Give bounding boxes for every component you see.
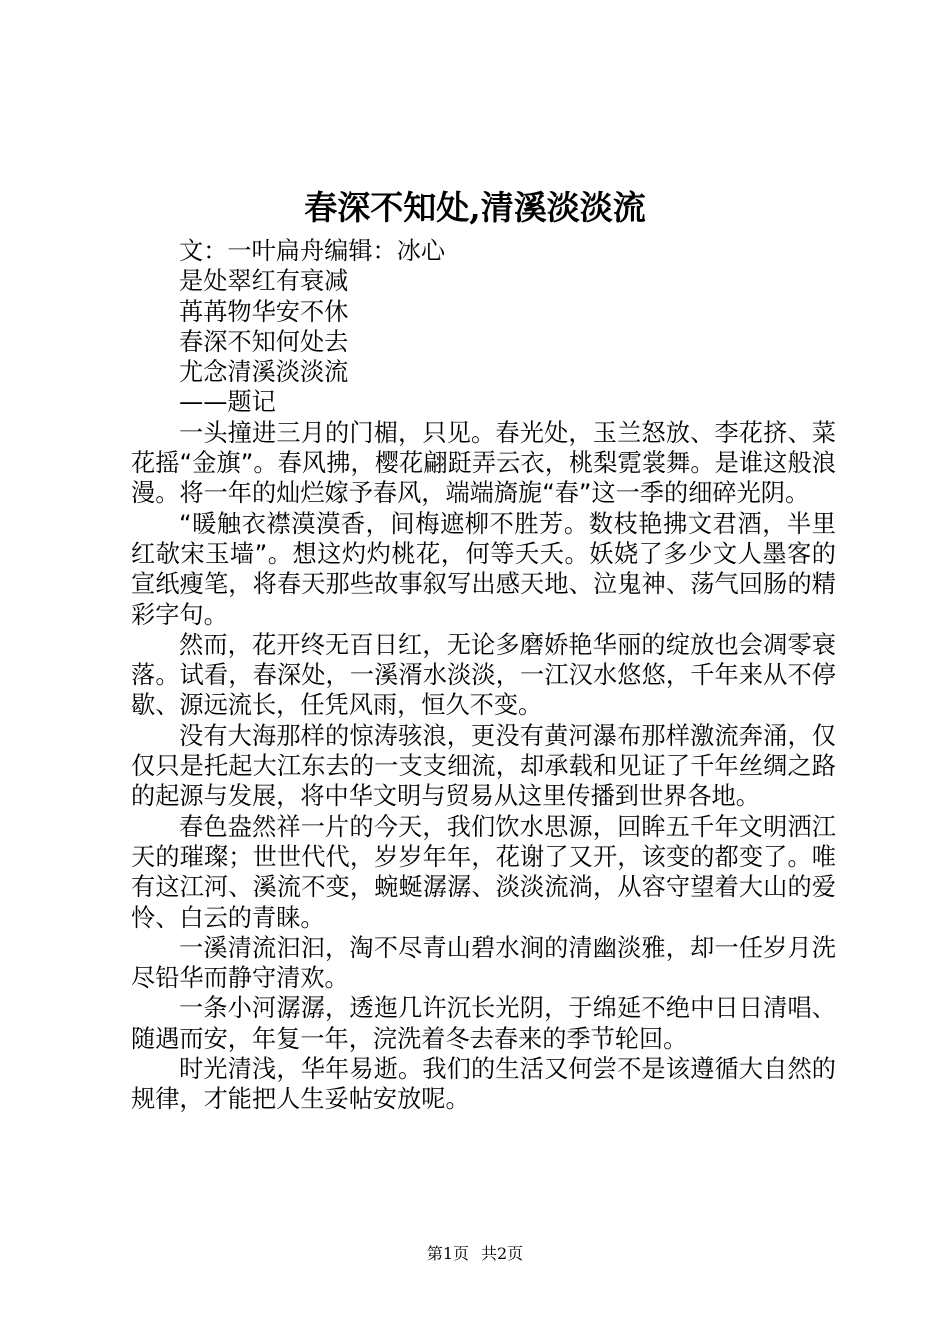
paragraph: 没有大海那样的惊涛骇浪，更没有黄河瀑布那样激流奔涌，仅仅只是托起大江东去的一支支细流，却承载和见证了千年丝绸之路的起源与发展，将中华文明与贸易从这里传播到世界各地。 [131,721,836,811]
poem-line: 苒苒物华安不休 [179,297,349,326]
document-body [131,236,836,1115]
page-number: 第1页 [426,1244,469,1263]
page-footer [0,1243,950,1265]
paragraph: 一条小河潺潺，透迤几许沉长光阴，于绵延不绝中日日清唱、随遇而安，年复一年，浣洗着冬去春来的季节轮回。 [131,994,836,1053]
document-title: 春深不知处,清溪淡淡流 [304,188,646,227]
byline: 文：一叶扁舟编辑：冰心 [179,237,446,265]
paragraph: “暖触衣襟漠漠香，间梅遮柳不胜芳。数枝艳拂文君酒，半里红欹宋玉墙”。想这灼灼桃花，何等夭夭。妖娆了多少文人墨客的宣纸瘦笔，将春天那些故事叙写出感天地、泣鬼神、荡气回肠的精彩字句。 [131,509,836,629]
poem-line: 尤念清溪淡淡流 [179,358,349,387]
page-total: 共2页 [481,1244,524,1263]
epigraph-note: ——题记 [179,388,276,417]
poem-line: 春深不知何处去 [179,327,349,356]
poem-line: 是处翠红有衰减 [179,267,349,296]
paragraph: 时光清浅，华年易逝。我们的生活又何尝不是该遵循大自然的规律，才能把人生妥帖安放呢。 [131,1055,836,1114]
paragraph: 一溪清流汩汩，淘不尽青山碧水涧的清幽淡雅，却一任岁月洗尽铅华而静守清欢。 [131,933,836,993]
paragraph: 一头撞进三月的门楣，只见。春光处，玉兰怒放、李花挤、菜花摇“金旗”。春风拂，樱花翩跹弄云衣，桃梨霓裳舞。是谁这般浪漫。将一年的灿烂嫁予春风，端端旖旎“春”这一季的细碎光阴。 [131,418,836,508]
paragraph: 春色盎然祥一片的今天，我们饮水思源，回眸五千年文明洒江天的璀璨；世世代代，岁岁年年，花谢了又开，该变的都变了。唯有这江河、溪流不变，蜿蜒潺潺、淡淡流淌，从容守望着大山的爱怜、白云的青睐。 [131,812,836,932]
paragraph: 然而，花开终无百日红，无论多磨娇艳华丽的绽放也会凋零衰落。试看，春深处，一溪湑水淡淡，一江汉水悠悠，千年来从不停歇、源远流长，任凭风雨，恒久不变。 [131,630,836,720]
